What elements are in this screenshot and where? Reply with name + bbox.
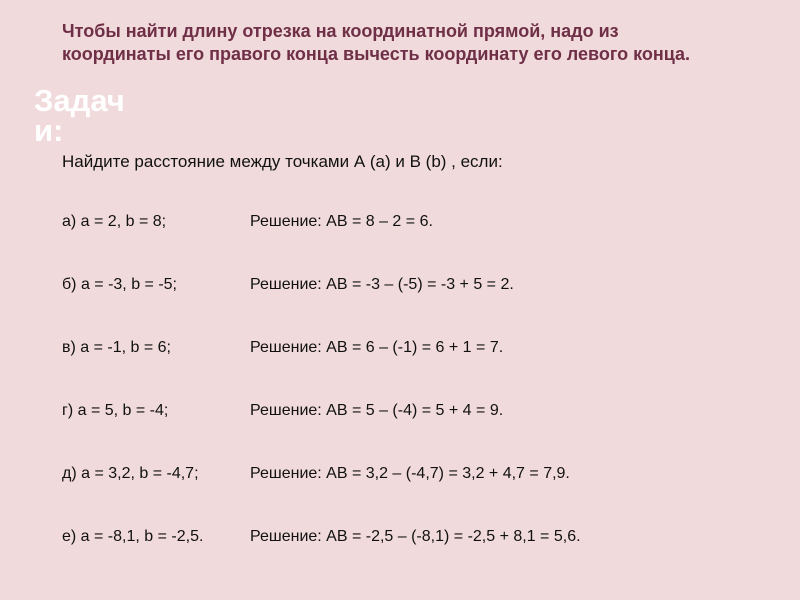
task-solution: Решение: АВ = 6 – (-1) = 6 + 1 = 7. [250, 339, 504, 356]
task-condition: е) a = -8,1, b = -2,5. [62, 528, 204, 545]
task-row-d [62, 462, 702, 518]
task-solution: Решение: АВ = 8 – 2 = 6. [250, 213, 433, 230]
task-row-a [62, 210, 702, 266]
task-row-b [62, 273, 702, 329]
task-condition: в) a = -1, b = 6; [62, 339, 171, 356]
tasks-heading: Задачи: [34, 83, 125, 148]
task-solution: Решение: АВ = -3 – (-5) = -3 + 5 = 2. [250, 276, 514, 293]
question-text: Найдите расстояние между точками А (а) и В (b) , если: [62, 152, 503, 171]
task-row-g [62, 399, 702, 455]
task-solution: Решение: АВ = -2,5 – (-8,1) = -2,5 + 8,1 = 5,6. [250, 528, 581, 545]
task-condition: а) a = 2, b = 8; [62, 213, 167, 230]
task-row-v [62, 336, 702, 392]
task-condition: д) a = 3,2, b = -4,7; [62, 465, 199, 482]
task-solution: Решение: АВ = 5 – (-4) = 5 + 4 = 9. [250, 402, 504, 419]
rule-text: Чтобы найти длину отрезка на координатной прямой, надо из координаты его правого конца вычесть координату его левого конца. [62, 21, 691, 64]
task-solution: Решение: АВ = 3,2 – (-4,7) = 3,2 + 4,7 = 7,9. [250, 465, 570, 482]
task-row-e [62, 525, 702, 581]
task-condition: б) a = -3, b = -5; [62, 276, 177, 293]
task-condition: г) a = 5, b = -4; [62, 402, 169, 419]
